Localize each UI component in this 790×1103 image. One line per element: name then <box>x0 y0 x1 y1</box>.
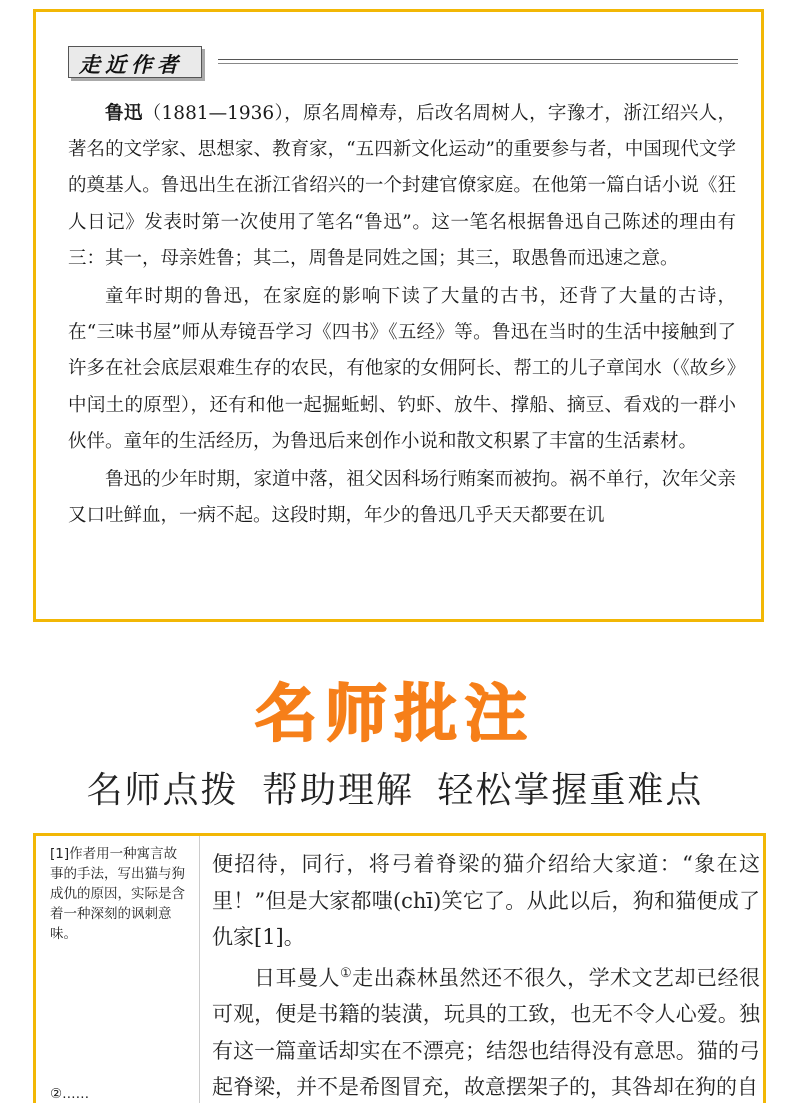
bio-paragraph-1-text: （1881—1936），原名周樟寿，后改名周树人，字豫才，浙江绍兴人，著名的文学家、思想家、教育家，“五四新文化运动”的重要参与者，中国现代文学的奠基人。鲁迅出生在浙江省绍兴的一个封建官僚家庭。在他第一篇白话小说《狂人日记》发表时第一次使用了笔名“鲁迅”。这一笔名根据鲁迅自己陈述的理由有三：其一，母亲姓鲁；其二，周鲁是同姓之国；其三，取愚鲁而迅速之意。 <box>68 103 736 269</box>
story-paragraph-2-rest: 走出森林虽然还不很久，学术文艺却已经很可观，便是书籍的装潢，玩具的工致，也无不令人心爱。独有这一篇童话却实在不漂亮；结怨也结得没有意思。猫的弓起脊梁，并不是希图冒充，故意摆架子的，其咎却在狗的自 <box>212 966 760 1100</box>
section-title: 走近作者 <box>79 49 183 79</box>
bio-paragraph-3: 鲁迅的少年时期，家道中落，祖父因科场行贿案而被拘。祸不单行，次年父亲又口吐鲜血，一病不起。这段时期，年少的鲁迅几乎天天都要在讥 <box>68 462 736 534</box>
section-header <box>68 42 748 82</box>
margin-note-2: ②…… <box>50 1086 185 1102</box>
story-paragraph-1: 便招待，同行，将弓着脊梁的猫介绍给大家道：“象在这里！”但是大家都嗤(chī)笑它了。从此以后，狗和猫便成了仇家[1]。 <box>212 846 760 956</box>
story-text <box>212 846 760 1103</box>
section-tag <box>68 46 202 78</box>
header-rule <box>218 59 738 60</box>
bio-paragraph-1 <box>68 96 736 277</box>
bio-paragraph-2: 童年时期的鲁迅，在家庭的影响下读了大量的古书，还背了大量的古诗，在“三味书屋”师从寿镜吾学习《四书》《五经》等。鲁迅在当时的生活中接触到了许多在社会底层艰难生存的农民，有他家的女佣阿长、帮工的儿子章闰水（《故乡》中闰土的原型），还有和他一起掘蚯蚓、钓虾、放牛、撑船、摘豆、看戏的一群小伙伴。童年的生活经历，为鲁迅后来创作小说和散文积累了丰富的生活素材。 <box>68 279 736 460</box>
author-intro-panel <box>33 9 764 622</box>
banner-subtitle: 名师点拨 帮助理解 轻松掌握重难点 <box>0 762 790 813</box>
banner-title: 名师批注 <box>0 664 790 753</box>
footnote-marker: ① <box>340 966 352 981</box>
annotation-panel <box>33 833 766 1103</box>
header-rule-thin <box>218 63 738 64</box>
margin-note-1: [1]作者用一种寓言故事的手法，写出猫与狗成仇的原因，实际是含着一种深刻的讽刺意味。 <box>50 844 185 944</box>
story-paragraph-2 <box>212 956 760 1103</box>
margin-divider <box>199 836 200 1103</box>
story-paragraph-2-start: 日耳曼人 <box>254 966 340 990</box>
author-bio <box>68 96 736 536</box>
author-name: 鲁迅 <box>105 103 143 124</box>
